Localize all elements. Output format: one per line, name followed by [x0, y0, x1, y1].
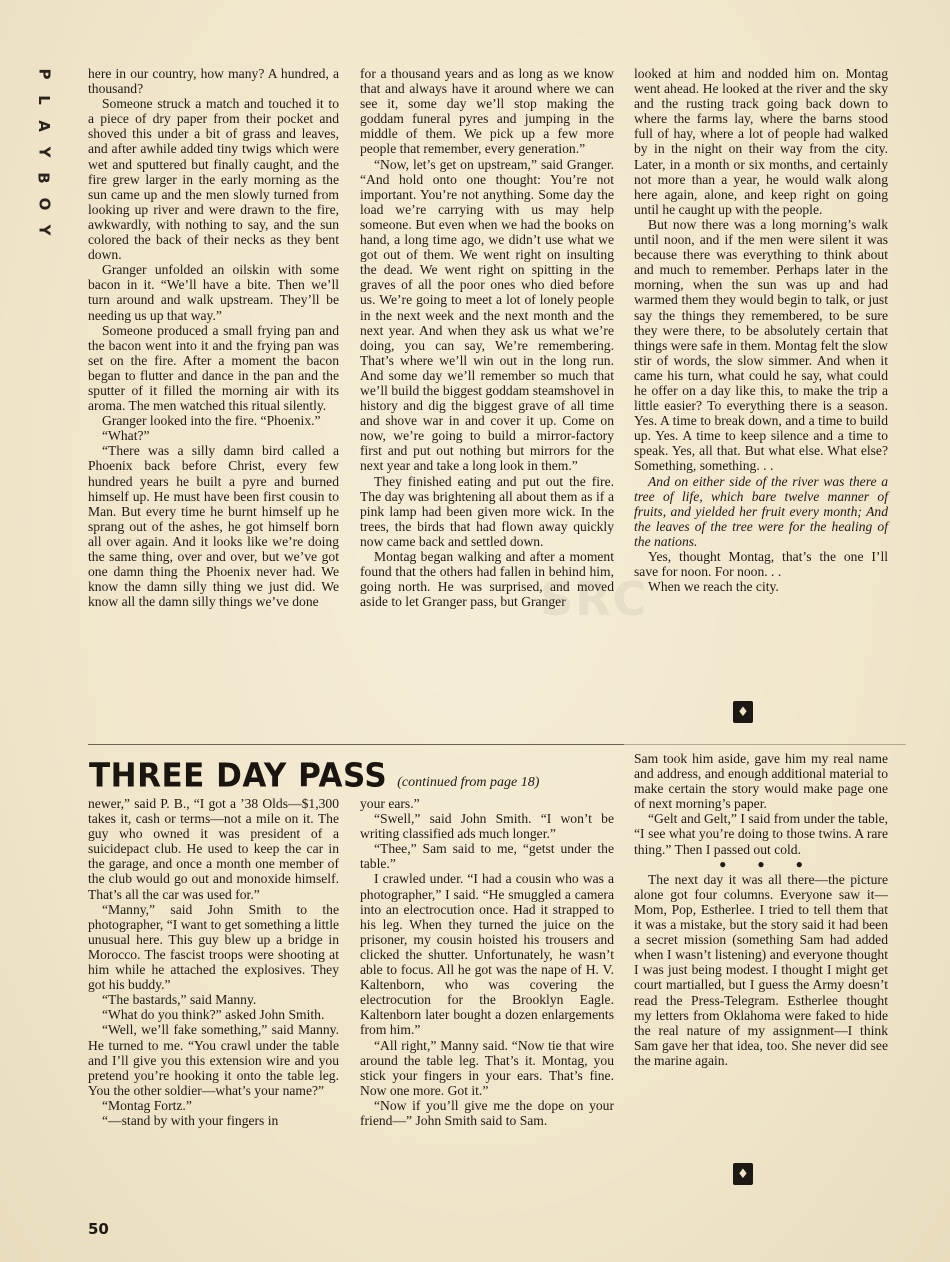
paragraph: “What do you think?” asked John Smith.: [102, 1007, 325, 1023]
paragraph: “Swell,” said John Smith. “I won’t be writing classified ads much longer.”: [360, 811, 614, 842]
paragraph: for a thousand years and as long as we know that and always have it around where we can see it, some day we’ll stop making the goddam funeral pyres and jumping in the middle of them. We pick up a few more people that remember, every generation.”: [360, 66, 614, 157]
paragraph: newer,” said P. B., “I got a ’38 Olds—$1,300 takes it, cash or terms—not a mile on it. The guy who owned it was president of a suicidepact club. He used to keep the car in the garage, and once a month one member of the club would go out and monoxide himself. That’s all the car was used for.”: [88, 796, 339, 902]
paragraph: Yes, thought Montag, that’s the one I’ll save for noon. For noon. . .: [634, 549, 888, 580]
paragraph: Sam took him aside, gave him my real name and address, and enough additional material to make certain the story would make page one of next morning’s paper.: [634, 751, 888, 812]
masthead-letter: B: [35, 172, 53, 184]
paragraph: But now there was a long morning’s walk until noon, and if the men were silent it was because there was everything to think about and much to remember. Perhaps later in the morning, when the sun was up and had warmed them they would begin to talk, or just say the things they remembered, to be sure they were there, to be absolutely certain that things were safe in them. Montag felt the slow stir of words, the slow simmer. And when it came his turn, what could he say, what could he offer on a day like this, to make the trip a little easier? To everything there is a season. Yes. A time to break down, and a time to build up. Yes. A time to keep silence and a time to speak. Yes, all that. But what else. What else? Something, something. . .: [634, 216, 888, 474]
paragraph: Someone struck a match and touched it to a piece of dry paper from their pocket and shoved this under a bit of grass and leaves, and after awhile added tiny twigs which were wet and sputtered but finally caught, and the fire grew larger in the early morning as the sun came up and the men slowly turned from looking up river and were drawn to the fire, awkwardly, with nothing to say, and the sun colored the back of their necks as they bent down.: [88, 96, 339, 263]
paragraph: Someone produced a small frying pan and the bacon went into it and the frying pan was set on the fire. After a moment the bacon began to flutter and dance in the pan and the sputter of it filled the morning air with its aroma. The men watched this ritual silently.: [88, 322, 339, 414]
paragraph: “There was a silly damn bird called a Phoenix back before Christ, every few hundred years he built a pyre and burned himself up. He must have been first cousin to Man. But every time he burnt himself up he sprang out of the ashes, he got himself born all over again. And it looks like we’re doing the same thing, over and over, but we’ve got one damn thing the Phoenix never had. We know the damn silly thing we just did. We know all the damn silly things we’ve done: [88, 443, 339, 610]
paragraph: They finished eating and put out the fire. The day was brightening all about them as if a pink lamp had been given more wick. In the trees, the birds that had flown away quickly now came back and settled down.: [360, 473, 614, 549]
paragraph: The next day it was all there—the picture alone got four columns. Everyone saw it—Mom, Pop, Estherlee. I tried to tell them that it was a mistake, but the story said it had been a secret mission (something Sam had added when I wasn’t listening) and everyone thought I was just being modest. I thought I might get court martialled, but I guess the Army doesn’t read the Press-Telegram. Estherlee thought my letters from Oklahoma were faked to hide the real nature of my assignment—I think Sam gave her that idea, too. She never did see the marine again.: [634, 871, 888, 1068]
paragraph: “Now, let’s get on upstream,” said Granger. “And hold onto one thought: You’re not important. You’re not anything. Some day the load we’re carrying with us may help someone. But even when we had the books on hand, a long time ago, we didn’t use what we got out of them. We went right on insulting the dead. We went right on spitting in the graves of all the poor ones who died before us. We’re going to meet a lot of lonely people in the next week and the next month and the next year. And when they ask us what we’re doing, you can say, We’re remembering. That’s where we’ll win out in the long run. And some day we’ll remember so much that we’ll build the biggest goddam steamshovel in history and dig the biggest grave of all time and shove war in and cover it up. Come on now, we’re going to build a mirror-factory first and put out nothing but mirrors for the next year and take a long look in them.”: [360, 156, 614, 474]
paragraph: “—stand by with your fingers in: [102, 1112, 279, 1128]
masthead-letter: Y: [35, 224, 53, 236]
article-headline: [89, 758, 539, 794]
paragraph: Granger unfolded an oilskin with some bacon in it. “We’ll have a bite. Then we’ll turn around and walk upstream. They’ll be needing us up that way.”: [88, 262, 339, 323]
article-title: THREE DAY PASS: [89, 757, 388, 795]
paragraph: your ears.”: [360, 796, 420, 811]
paragraph: “What?”: [102, 428, 150, 444]
masthead-vertical: [34, 64, 54, 240]
section-separator: ● ● ●: [719, 856, 817, 871]
paragraph: “All right,” Manny said. “Now tie that wire around the table leg. That’s it. Montag, you stick your fingers in your ears. That’s fine. Now one more. Got it.”: [360, 1037, 614, 1098]
masthead-letter: O: [34, 197, 53, 211]
masthead-letter: P: [35, 68, 53, 80]
paragraph: “Well, we’ll fake something,” said Manny. He turned to me. “You crawl under the table and I’ll give you this extension wire and you pretend you’re hooking it onto the table leg. You the other soldier—what’s your name?”: [88, 1022, 339, 1098]
paragraph: “The bastards,” said Manny.: [102, 992, 257, 1008]
paragraph: I crawled under. “I had a cousin who was a photographer,” I said. “He smuggled a camera into an electrocution once. Had it strapped to his leg. When they turned the juice on the prisoner, my cousin hoisted his trousers and clicked the shutter. Unfortunately, he wasn’t able to focus. All he got was the nape of H. V. Kaltenborn, who was covering the electrocution for the Brooklyn Eagle. Kaltenborn later bought a dozen enlargements from him.”: [360, 871, 614, 1038]
end-mark-icon: ♦: [733, 701, 753, 723]
paragraph: “Gelt and Gelt,” I said from under the table, “I see what you’re doing to those twins. A rare thing.” Then I passed out cold.: [634, 811, 888, 857]
section-divider-right: [624, 744, 906, 745]
paragraph: Granger looked into the fire. “Phoenix.”: [102, 413, 321, 429]
top-article-column-3: [634, 66, 888, 594]
page-number: 50: [88, 1220, 109, 1238]
watermark: SRC: [540, 572, 649, 626]
masthead-letter: A: [34, 120, 53, 132]
article-column-3: [634, 751, 888, 1068]
end-mark-icon-2: ♦: [733, 1163, 753, 1185]
paragraph: “Manny,” said John Smith to the photographer, “I want to get something a little unusual here. This guy blew up a bridge in Morocco. The fascist troops were shooting at him while he attached the explosives. They got his buddy.”: [88, 901, 339, 993]
paragraph: Montag began walking and after a moment found that the others had fallen in behind him, going north. He was surprised, and moved aside to let Granger pass, but Granger: [360, 549, 614, 610]
paragraph: “Now if you’ll give me the dope on your friend—” John Smith said to Sam.: [360, 1097, 614, 1128]
masthead-letter: L: [35, 95, 53, 105]
continued-note: (continued from page 18): [397, 775, 540, 790]
article-column-1: [88, 796, 339, 1128]
section-divider: [88, 744, 624, 745]
paragraph: “Thee,” Sam said to me, “getst under the table.”: [360, 841, 614, 872]
paragraph: And on either side of the river was there a tree of life, which bare twelve manner of fruits, and yielded her fruit every month; And the leaves of the tree were for the healing of the nations.: [634, 473, 888, 549]
paragraph: here in our country, how many? A hundred, a thousand?: [88, 66, 339, 97]
paragraph: When we reach the city.: [648, 579, 779, 595]
top-article-column-1: [88, 66, 339, 609]
article-column-2: [360, 796, 614, 1128]
paragraph: “Montag Fortz.”: [102, 1097, 192, 1113]
masthead-letter: Y: [35, 146, 53, 158]
paragraph: looked at him and nodded him on. Montag went ahead. He looked at the river and the sky and the rusting track going back down to where the farms lay, where the barns stood full of hay, where a lot of people had walked by in the night on their way from the city. Later, in a month or six months, and certainly not more than a year, he would walk along here again, alone, and keep right on going until he caught up with the people.: [634, 66, 888, 217]
top-article-column-2: [360, 66, 614, 609]
